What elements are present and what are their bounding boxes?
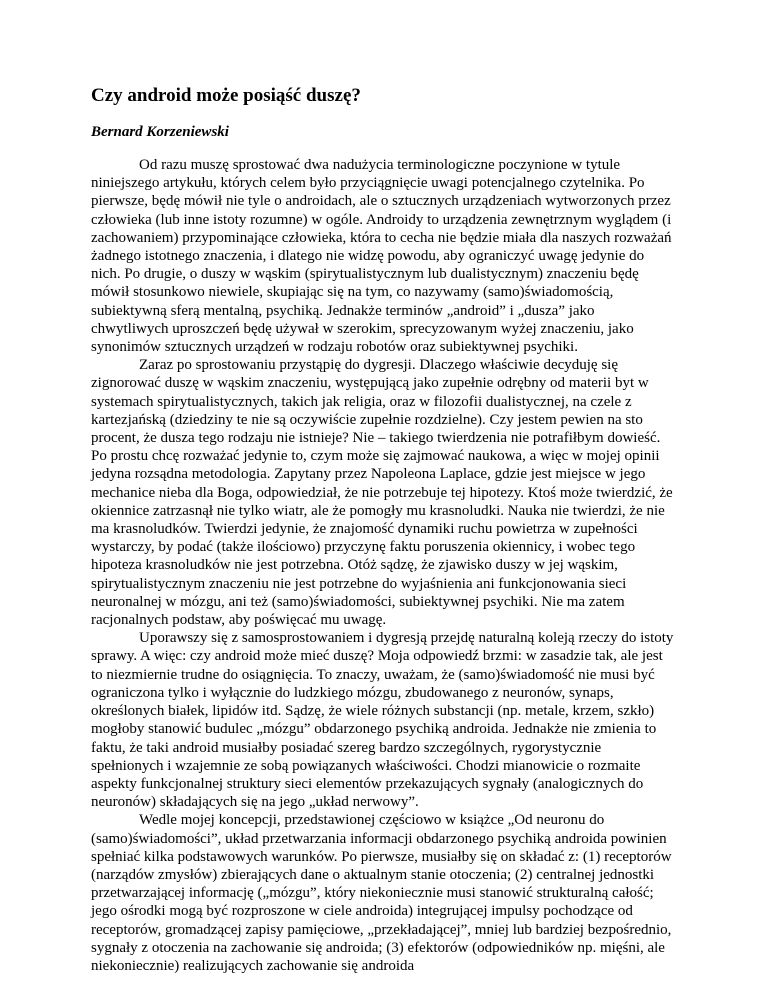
body-paragraph-1: Od razu muszę sprostować dwa nadużycia terminologiczne poczynione w tytule niniejszego artykułu, których celem było przyciągnięcie uwagi potencjalnego czytelnika. Po pierwsze, będę mówił nie tyle o androidach, ale o sztucznych urządzeniach wytworzonych przez człowieka (lub inne istoty rozumne) w ogóle. Androidy to urządzenia zewnętrznym wyglądem (i zachowaniem) przypominające człowieka, która to cecha nie będzie miała dla naszych rozważań żadnego istotnego znaczenia, i dlatego nie widzę powodu, aby ograniczyć uwagę jedynie do nich. Po drugie, o duszy w wąskim (spirytualistycznym lub dualistycznym) znaczeniu będę mówił stosunkowo niewiele, skupiając się na tym, co nazywamy (samo)świadomością, subiektywną sferą mentalną, psychiką. Jednakże terminów „android” i „dusza” jako chwytliwych uproszczeń będę używał w szerokim, sprecyzowanym wyżej znaczeniu, jako synonimów sztucznych urządzeń w rodzaju robotów oraz subiektywnej psychiki.: [91, 157, 672, 356]
body-paragraph-4: Wedle mojej koncepcji, przedstawionej częściowo w książce „Od neuronu do (samo)świadomości”, układ przetwarzania informacji obdarzonego psychiką androida powinien spełniać kilka podstawowych warunków. Po pierwsze, musiałby się on składać z: (1) receptorów (narządów zmysłów) zbierających dane o aktualnym stanie otoczenia; (2) centralnej jednostki przetwarzającej informację („mózgu”, który niekoniecznie musi stanowić strukturalną całość; jego ośrodki mogą być rozproszone w ciele androida) integrującej impulsy pochodzące od receptorów, gromadzącej zapisy pamięciowe, „przekładającej”, mniej lub bardziej bezpośrednio, sygnały z otoczenia na zachowanie się androida; (3) efektorów (odpowiedników np. mięśni, ale niekoniecznie) realizujących zachowanie się androida: [91, 812, 672, 974]
document-page: [91, 84, 675, 975]
author-name: Bernard Korzeniewski: [91, 124, 229, 140]
body-paragraph-3: Uporawszy się z samosprostowaniem i dygresją przejdę naturalną koleją rzeczy do istoty sprawy. A więc: czy android może mieć duszę? Moja odpowiedź brzmi: w zasadzie tak, ale jest to niezmiernie trudne do osiągnięcia. To znaczy, uważam, że (samo)świadomość nie musi być ograniczona tylko i wyłącznie do ludzkiego mózgu, zbudowanego z neuronów, synaps, określonych białek, lipidów itd. Sądzę, że wiele różnych substancji (np. metale, krzem, szkło) mogłoby stanowić budulec „mózgu” obdarzonego psychiką androida. Jednakże nie zmienia to faktu, że taki android musiałby posiadać szereg bardzo szczególnych, rygorystycznie spełnionych i wzajemnie ze sobą powiązanych właściwości. Chodzi mianowicie o rozmaite aspekty funkcjonalnej struktury sieci elementów przekazujących sygnały (analogicznych do neuronów) składających się na jego „układ nerwowy”.: [91, 630, 674, 811]
body-paragraph-2: Zaraz po sprostowaniu przystąpię do dygresji. Dlaczego właściwie decyduję się zignorować duszę w wąskim znaczeniu, występującą jako zupełnie odrębny od materii byt w systemach spirytualistycznych, takich jak religia, oraz w filozofii dualistycznej, na czele z kartezjańską (dziedziny te nie są oczywiście zupełnie rozdzielne). Czy jestem pewien na sto procent, że dusza tego rodzaju nie istnieje? Nie – takiego twierdzenia nie potrafiłbym dowieść. Po prostu chcę rozważać jedynie to, czym może się zajmować naukowa, a więc w mojej opinii jedyna rozsądna metodologia. Zapytany przez Napoleona Laplace, gdzie jest miejsce w jego mechanice nieba dla Boga, odpowiedział, że nie potrzebuje tej hipotezy. Ktoś może twierdzić, że okiennice zatrzasnął nie tylko wiatr, ale że pomogły mu krasnoludki. Nauka nie twierdzi, że nie ma krasnoludków. Twierdzi jedynie, że znajomość dynamiki ruchu powietrza w zupełności wystarczy, by podać (także ilościowo) przyczynę faktu poruszenia okiennicy, i wobec tego hipoteza krasnoludków nie jest potrzebna. Otóż sądzę, że zjawisko duszy w jej wąskim, spirytualistycznym znaczeniu nie jest potrzebne do wyjaśnienia ani funkcjonowania sieci neuronalnej w mózgu, ani też (samo)świadomości, subiektywnej psychiki. Nie ma zatem racjonalnych podstaw, aby poświęcać mu uwagę.: [91, 357, 673, 629]
page-title: Czy android może posiąść duszę?: [91, 85, 361, 106]
